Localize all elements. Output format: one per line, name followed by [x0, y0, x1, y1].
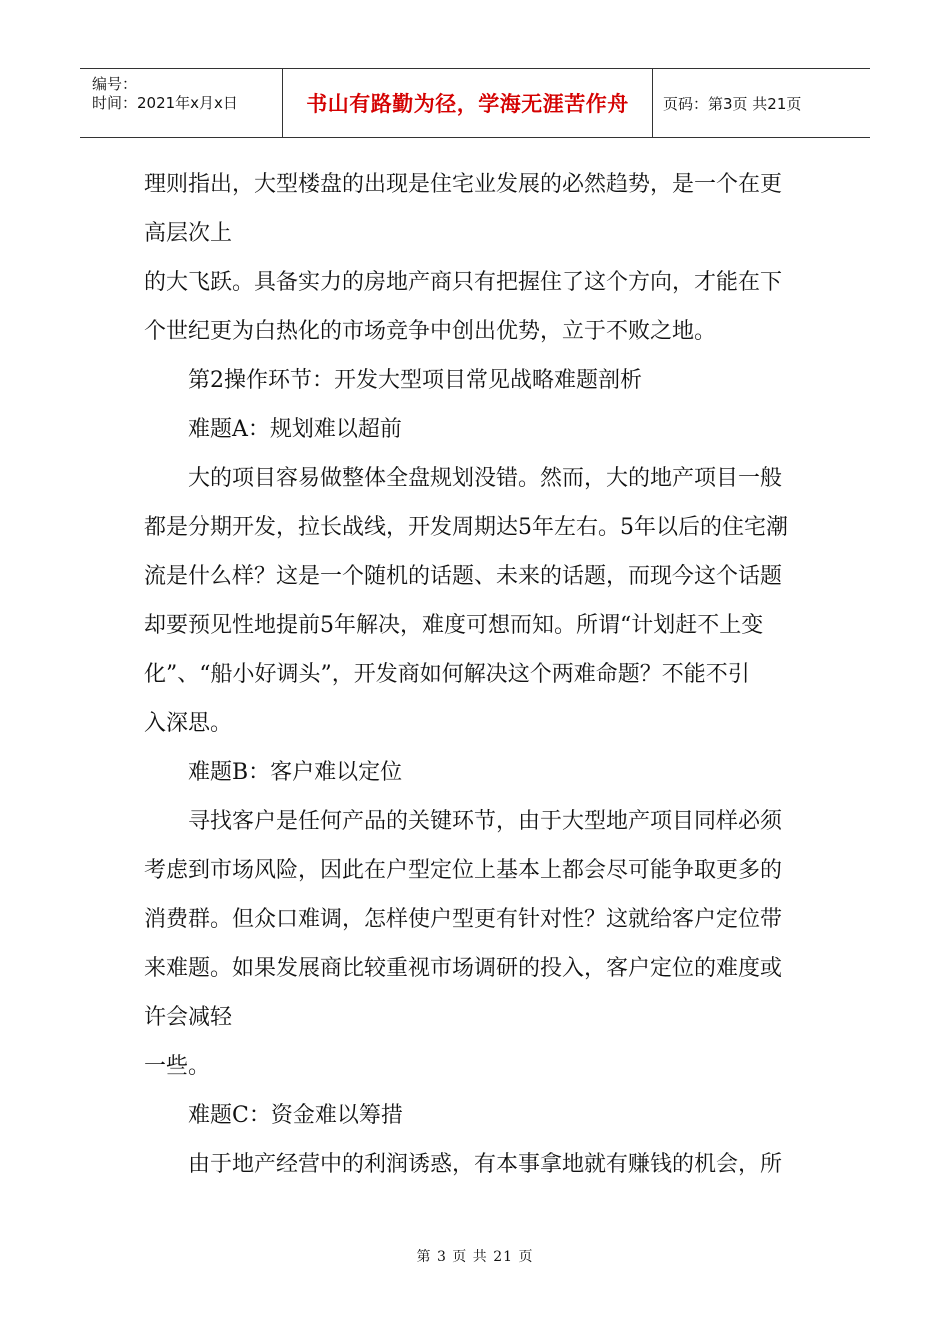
document-body [144, 160, 810, 1189]
text-line: 个世纪更为白热化的市场竞争中创出优势，立于不败之地。 [144, 319, 717, 344]
text-line: 一些。 [144, 1054, 211, 1079]
text-line: 由于地产经营中的利润诱惑，有本事拿地就有赚钱的机会，所 [188, 1152, 783, 1177]
header-meta [80, 69, 283, 137]
page-footer: 第 3 页 共 21 页 [416, 1249, 534, 1265]
subheading: 难题C：资金难以筹措 [188, 1103, 403, 1128]
section-heading: 第2操作环节：开发大型项目常见战略难题剖析 [188, 368, 642, 393]
text-line: 化”、“船小好调头”，开发商如何解决这个两难命题？不能不引 [144, 662, 750, 687]
text-line: 消费群。但众口难调，怎样使户型更有针对性？这就给客户定位带 [144, 907, 783, 932]
subheading: 难题A：规划难以超前 [188, 417, 402, 442]
text-line: 高层次上 [144, 221, 233, 246]
text-line: 入深思。 [144, 711, 233, 736]
text-line: 许会减轻 [144, 1005, 233, 1030]
header-page-number: 页码：第3页 共21页 [663, 94, 802, 113]
text-line: 都是分期开发，拉长战线，开发周期达5年左右。5年以后的住宅潮 [144, 515, 788, 540]
text-line: 大的项目容易做整体全盘规划没错。然而，大的地产项目一般 [188, 466, 783, 491]
subheading: 难题B：客户难以定位 [188, 760, 403, 785]
text-line: 理则指出，大型楼盘的出现是住宅业发展的必然趋势，是一个在更 [144, 172, 783, 197]
text-line: 来难题。如果发展商比较重视市场调研的投入，客户定位的难度或 [144, 956, 783, 981]
page-header [80, 68, 870, 138]
date-label: 时间：2021年x月x日 [92, 94, 238, 112]
text-line: 却要预见性地提前5年解决，难度可想而知。所谓“计划赶不上变 [144, 613, 764, 638]
text-line: 的大飞跃。具备实力的房地产商只有把握住了这个方向，才能在下 [144, 270, 783, 295]
text-line: 考虑到市场风险，因此在户型定位上基本上都会尽可能争取更多的 [144, 858, 783, 883]
text-line: 寻找客户是任何产品的关键环节，由于大型地产项目同样必须 [188, 809, 783, 834]
number-label: 编号： [92, 75, 138, 93]
text-line: 流是什么样？这是一个随机的话题、未来的话题，而现今这个话题 [144, 564, 783, 589]
header-motto: 书山有路勤为径，学海无涯苦作舟 [283, 69, 653, 137]
